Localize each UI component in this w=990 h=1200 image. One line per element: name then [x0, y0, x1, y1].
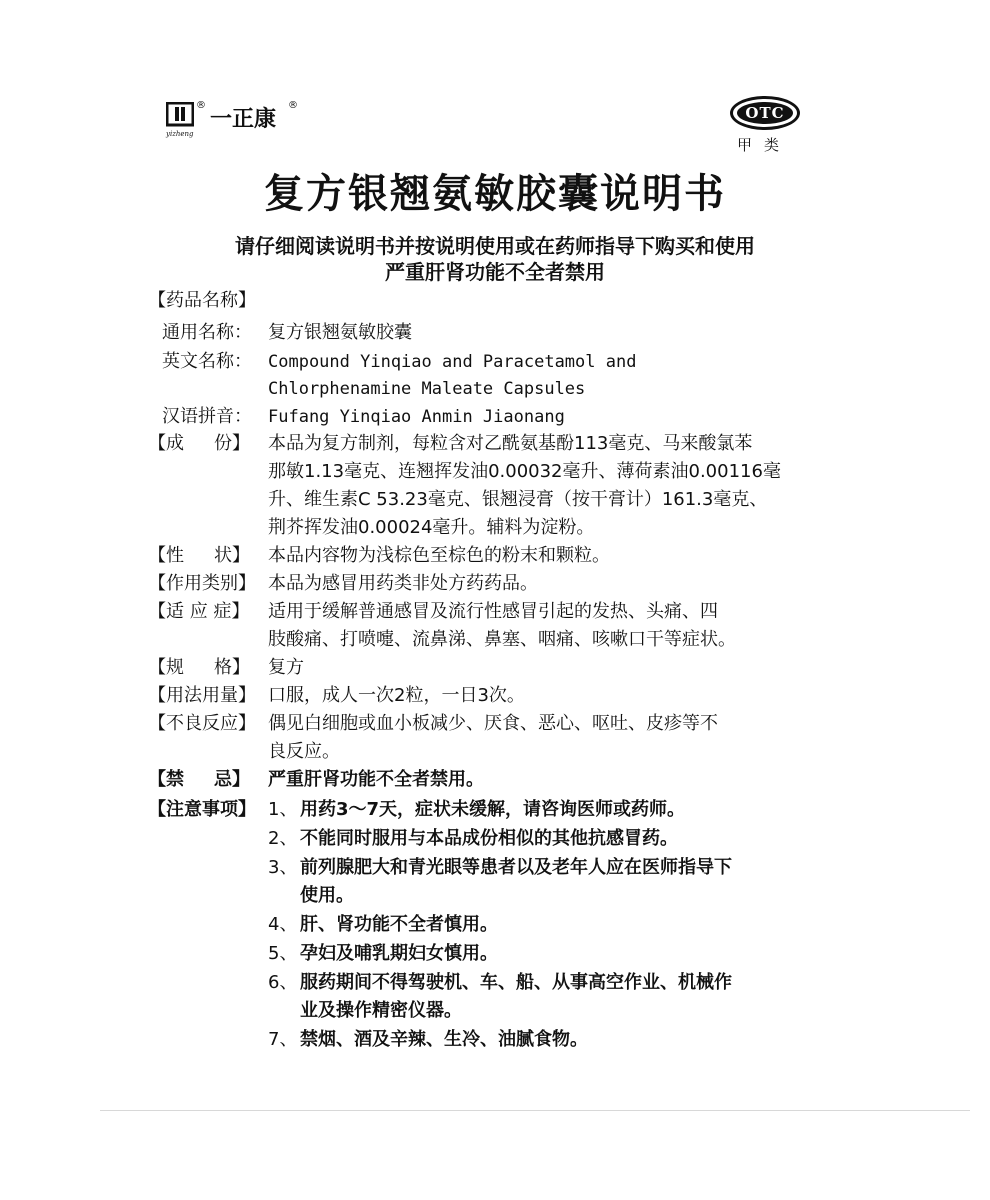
section-label-specification [148, 655, 250, 681]
english-name-value: Compound Yinqiao and Paracetamol and [268, 352, 637, 372]
otc-label: OTC [737, 102, 793, 124]
precaution-text: 业及操作精密仪器。 [300, 1000, 462, 1021]
precaution-text: 不能同时服用与本品成份相似的其他抗感冒药。 [300, 828, 678, 849]
page-title: 复方银翘氨敏胶囊说明书 [264, 171, 726, 217]
section-label-composition [148, 431, 250, 457]
pinyin-name-label: 汉语拼音： [162, 406, 252, 427]
indications-line: 适用于缓解普通感冒及流行性感冒引起的发热、头痛、四 [268, 601, 718, 622]
registered-mark: ® [196, 100, 206, 111]
english-name-value: Chlorphenamine Maleate Capsules [268, 379, 586, 399]
precaution-number: 3、 [268, 857, 298, 878]
section-label-part: 忌】 [214, 769, 250, 790]
precaution-text: 前列腺肥大和青光眼等患者以及老年人应在医师指导下 [300, 857, 732, 878]
section-label-indications: 【适 应 症】 [148, 601, 250, 622]
section-label-part: 份】 [214, 433, 250, 454]
section-label-adverse: 【不良反应】 [148, 713, 256, 734]
adverse-line: 偶见白细胞或血小板减少、厌食、恶心、呕吐、皮疹等不 [268, 713, 718, 734]
precaution-number: 1、 [268, 799, 298, 820]
composition-line: 荆芥挥发油0.00024毫升。辅料为淀粉。 [268, 517, 595, 538]
adverse-line: 良反应。 [268, 741, 340, 762]
registered-mark: ® [288, 100, 298, 111]
section-label-drug-name: 【药品名称】 [148, 290, 256, 311]
precaution-text: 使用。 [300, 885, 354, 906]
english-name-label: 英文名称： [162, 351, 252, 372]
precaution-text: 禁烟、酒及辛辣、生冷、油腻食物。 [300, 1029, 588, 1050]
contraindication-warning: 严重肝肾功能不全者禁用 [385, 260, 605, 284]
pinyin-name-value: Fufang Yinqiao Anmin Jiaonang [268, 407, 565, 427]
generic-name-value: 复方银翘氨敏胶囊 [268, 322, 412, 343]
precaution-number: 5、 [268, 943, 298, 964]
precaution-text: 用药3～7天，症状未缓解，请咨询医师或药师。 [300, 799, 686, 820]
otc-class-label: 甲类 [737, 136, 792, 154]
section-label-precautions: 【注意事项】 [148, 799, 256, 820]
composition-line: 本品为复方制剂，每粒含对乙酰氨基酚113毫克、马来酸氯苯 [268, 433, 753, 454]
section-label-part: 状】 [214, 545, 250, 566]
brand-name: 一正康 [210, 107, 277, 132]
precaution-text: 肝、肾功能不全者慎用。 [300, 914, 498, 935]
bottom-divider [100, 1110, 970, 1111]
section-label-part: 【性 [148, 545, 184, 566]
precaution-number: 2、 [268, 828, 298, 849]
category-text: 本品为感冒用药类非处方药药品。 [268, 573, 538, 594]
section-label-part: 【禁 [148, 769, 184, 790]
precaution-text: 孕妇及哺乳期妇女慎用。 [300, 943, 498, 964]
otc-badge [730, 96, 800, 130]
precaution-number: 6、 [268, 972, 298, 993]
section-label-part: 格】 [214, 657, 250, 678]
indications-line: 肢酸痛、打喷嚏、流鼻涕、鼻塞、咽痛、咳嗽口干等症状。 [268, 629, 736, 650]
generic-name-label: 通用名称： [162, 322, 252, 343]
usage-warning: 请仔细阅读说明书并按说明使用或在药师指导下购买和使用 [235, 234, 755, 258]
section-label-description [148, 543, 250, 569]
specification-text: 复方 [268, 657, 304, 678]
section-label-dosage: 【用法用量】 [148, 685, 256, 706]
composition-line: 那敏1.13毫克、连翘挥发油0.00032毫升、薄荷素油0.00116毫 [268, 461, 781, 482]
composition-line: 升、维生素C 53.23毫克、银翘浸膏（按干膏计）161.3毫克、 [268, 489, 768, 510]
description-text: 本品内容物为浅棕色至棕色的粉末和颗粒。 [268, 545, 610, 566]
brand-logo [166, 100, 306, 140]
brand-script: yizheng [166, 130, 194, 138]
dosage-text: 口服，成人一次2粒，一日3次。 [268, 685, 525, 706]
brand-mark-icon [166, 102, 194, 128]
section-label-category: 【作用类别】 [148, 573, 256, 594]
section-label-part: 【成 [148, 433, 184, 454]
precaution-text: 服药期间不得驾驶机、车、船、从事高空作业、机械作 [300, 972, 732, 993]
contraindications-text: 严重肝肾功能不全者禁用。 [268, 769, 484, 790]
precaution-number: 4、 [268, 914, 298, 935]
section-label-part: 【规 [148, 657, 184, 678]
section-label-contraindications [148, 767, 250, 793]
precaution-number: 7、 [268, 1029, 298, 1050]
